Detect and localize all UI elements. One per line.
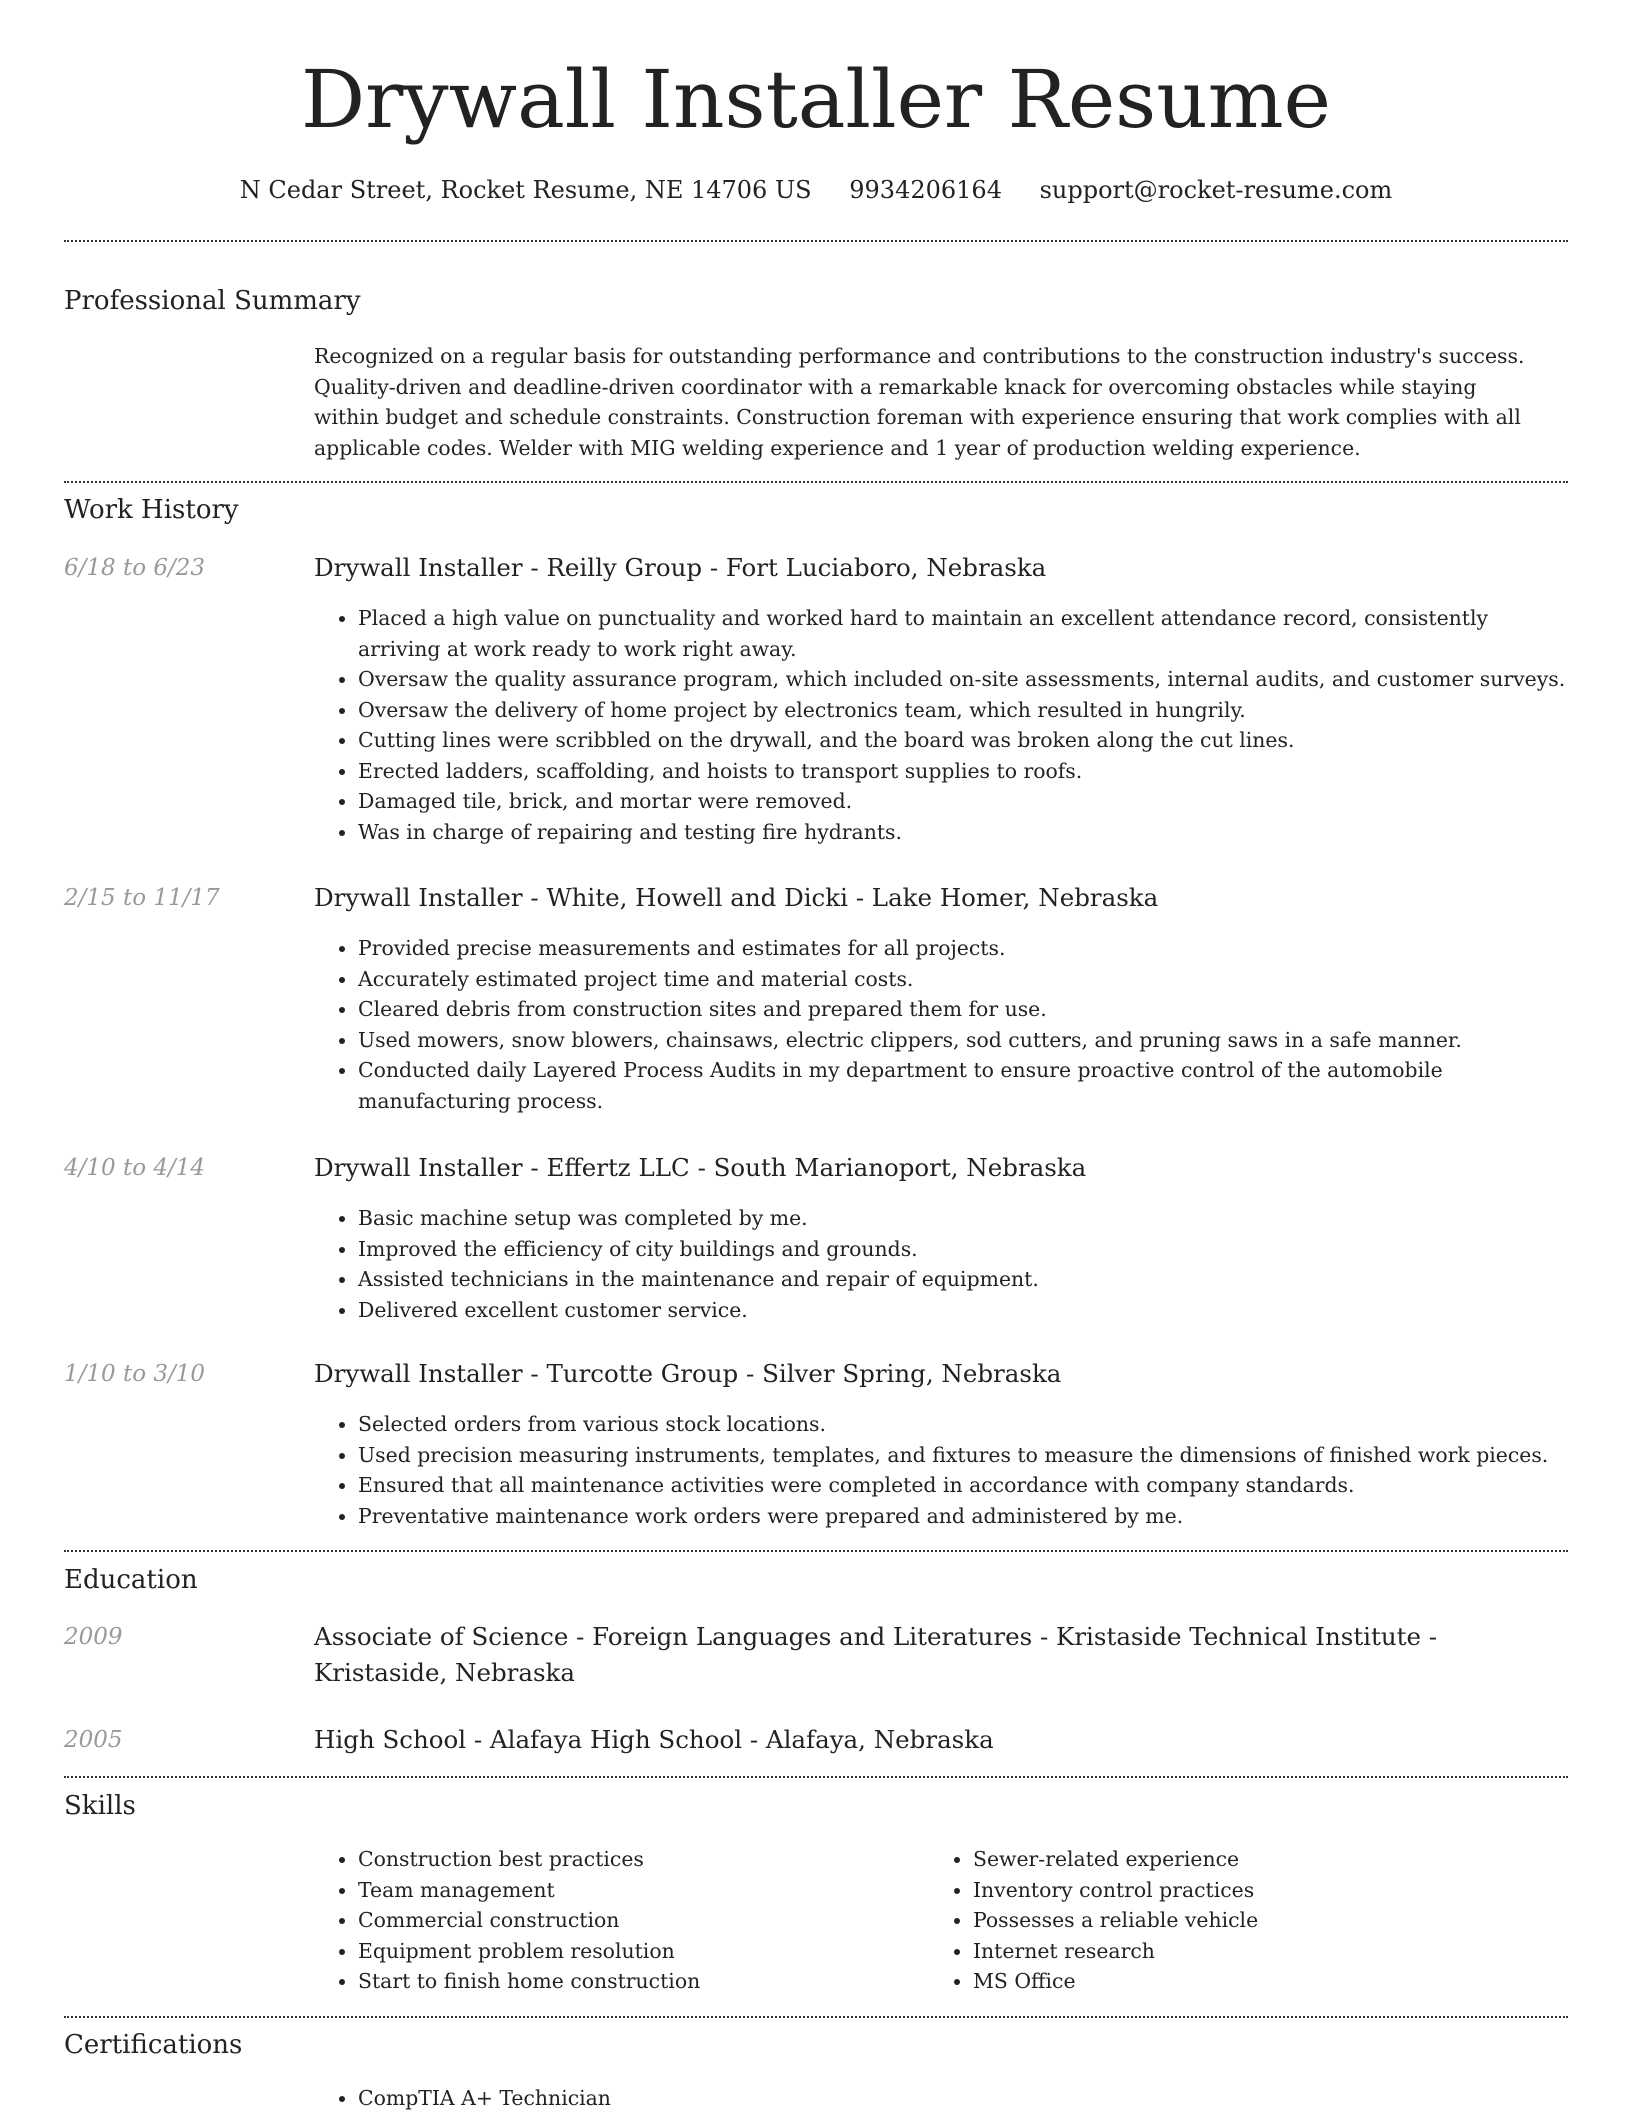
list-item: • Basic machine setup was completed by me. — [358, 1203, 1568, 1234]
list-item: • Assisted technicians in the maintenance and repair of equipment. — [358, 1264, 1568, 1295]
list-item: • Was in charge of repairing and testing fire hydrants. — [358, 817, 1568, 848]
job-title: Drywall Installer - White, Howell and Dicki - Lake Homer, Nebraska — [314, 883, 1159, 912]
job-title: Drywall Installer - Turcotte Group - Silver Spring, Nebraska — [314, 1359, 1062, 1388]
list-item: • Erected ladders, scaffolding, and hoists to transport supplies to roofs. — [358, 756, 1568, 787]
job-title: Drywall Installer - Reilly Group - Fort Luciaboro, Nebraska — [314, 553, 1047, 582]
list-item: • Cleared debris from construction sites and prepared them for use. — [358, 994, 1568, 1025]
list-item: • Sewer-related experience — [973, 1844, 1529, 1875]
list-item: • Oversaw the quality assurance program, which included on-site assessments, internal audits, and customer surveys. — [358, 664, 1568, 695]
contact-address: N Cedar Street, Rocket Resume, NE 14706 US — [239, 176, 812, 204]
list-item: • Placed a high value on punctuality and worked hard to maintain an excellent attendance record, consistently arriving at work ready to work right away. — [358, 603, 1568, 664]
job-dates: 2/15 to 11/17 — [64, 885, 220, 911]
list-item: • Used mowers, snow blowers, chainsaws, electric clippers, sod cutters, and pruning saws in a safe manner. — [358, 1025, 1568, 1056]
contact-phone: 9934206164 — [849, 176, 1002, 204]
education-heading: Education — [64, 1565, 198, 1595]
skills-heading: Skills — [64, 1791, 136, 1821]
list-item: • Ensured that all maintenance activities were completed in accordance with company standards. — [358, 1470, 1568, 1501]
summary-text: Recognized on a regular basis for outstanding performance and contributions to the construction industry's success. Quality-driven and deadline-driven coordinator with a remarkable knack for overcoming obstacles while staying within budget and schedule constraints. Construction foreman with experience ensuring that work complies with all applicable codes. Welder with MIG welding experience and 1 year of production welding experience. — [314, 344, 1525, 460]
education-title: High School - Alafaya High School - Alafaya, Nebraska — [314, 1725, 994, 1754]
skills-list-right — [929, 1844, 1529, 1997]
list-item: • Construction best practices — [358, 1844, 914, 1875]
list-item: • Conducted daily Layered Process Audits in my department to ensure proactive control of the automobile manufacturing process. — [358, 1055, 1568, 1116]
list-item: • Team management — [358, 1875, 914, 1906]
list-item: • Provided precise measurements and estimates for all projects. — [358, 933, 1568, 964]
job-dates: 1/10 to 3/10 — [64, 1361, 206, 1387]
list-item: • Possesses a reliable vehicle — [973, 1905, 1529, 1936]
certifications-list — [314, 2083, 1568, 2114]
job-dates: 4/10 to 4/14 — [64, 1155, 206, 1181]
education-year: 2009 — [64, 1624, 123, 1650]
section-divider — [64, 2016, 1568, 2018]
section-divider — [64, 240, 1568, 242]
resume-title: Drywall Installer Resume — [301, 53, 1331, 146]
job-title: Drywall Installer - Effertz LLC - South Marianoport, Nebraska — [314, 1153, 1087, 1182]
list-item: • Internet research — [973, 1936, 1529, 1967]
job-bullets — [314, 1409, 1568, 1531]
list-item: • Start to finish home construction — [358, 1966, 914, 1997]
list-item: • Commercial construction — [358, 1905, 914, 1936]
list-item: • Accurately estimated project time and material costs. — [358, 964, 1568, 995]
list-item: • Equipment problem resolution — [358, 1936, 914, 1967]
list-item: • Oversaw the delivery of home project by electronics team, which resulted in hungrily. — [358, 695, 1568, 726]
list-item: • CompTIA A+ Technician — [358, 2083, 1568, 2114]
section-divider — [64, 481, 1568, 483]
summary-heading: Professional Summary — [64, 286, 361, 316]
work-history-heading: Work History — [64, 495, 239, 525]
list-item: • Improved the efficiency of city buildings and grounds. — [358, 1234, 1568, 1265]
contact-email: support@rocket-resume.com — [1039, 176, 1393, 204]
list-item: • Used precision measuring instruments, templates, and fixtures to measure the dimensions of finished work pieces. — [358, 1440, 1568, 1471]
list-item: • Selected orders from various stock locations. — [358, 1409, 1568, 1440]
list-item: • Preventative maintenance work orders were prepared and administered by me. — [358, 1501, 1568, 1532]
list-item: • Damaged tile, brick, and mortar were removed. — [358, 786, 1568, 817]
list-item: • MS Office — [973, 1966, 1529, 1997]
job-bullets — [314, 1203, 1568, 1325]
skills-list-left — [314, 1844, 914, 1997]
job-bullets — [314, 603, 1568, 847]
certifications-heading: Certifications — [64, 2030, 243, 2060]
education-year: 2005 — [64, 1727, 123, 1753]
section-divider — [64, 1550, 1568, 1552]
list-item: • Delivered excellent customer service. — [358, 1295, 1568, 1326]
job-dates: 6/18 to 6/23 — [64, 555, 206, 581]
list-item: • Cutting lines were scribbled on the drywall, and the board was broken along the cut lines. — [358, 725, 1568, 756]
education-title: Associate of Science - Foreign Languages and Literatures - Kristaside Technical Institute - Kristaside, Nebraska — [314, 1622, 1438, 1687]
list-item: • Inventory control practices — [973, 1875, 1529, 1906]
section-divider — [64, 1776, 1568, 1778]
contact-line — [0, 168, 1632, 212]
job-bullets — [314, 933, 1568, 1116]
